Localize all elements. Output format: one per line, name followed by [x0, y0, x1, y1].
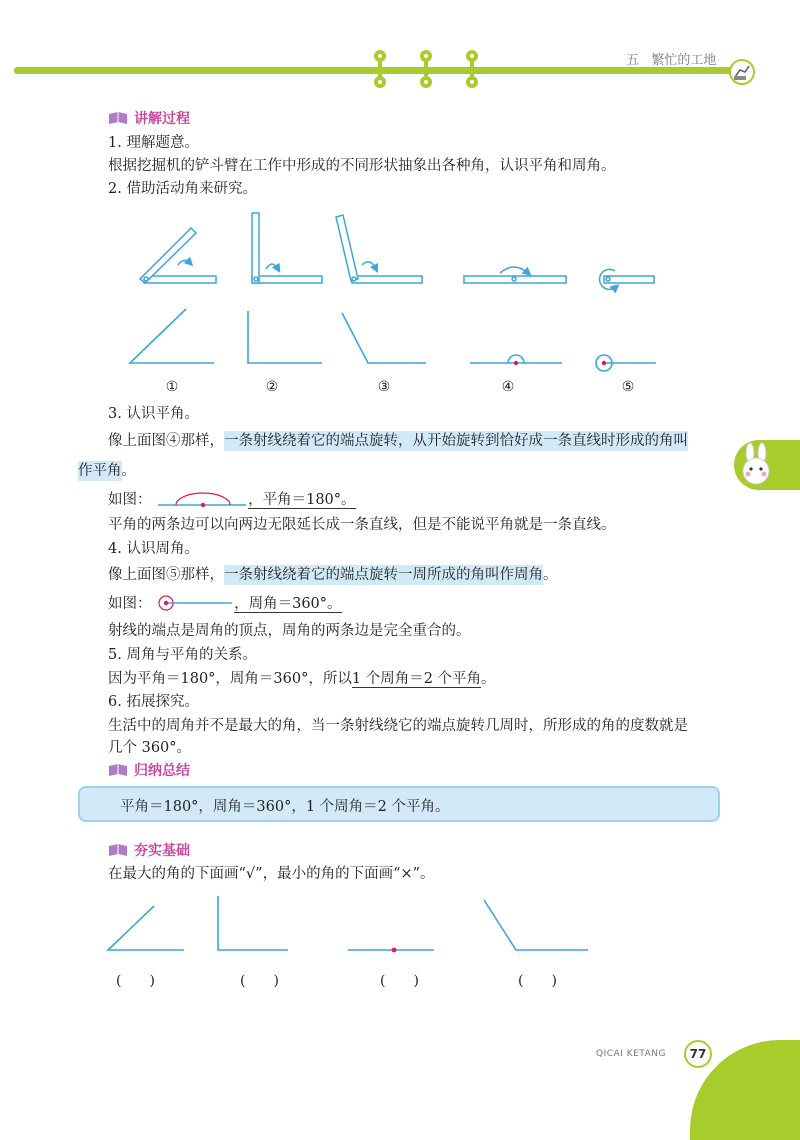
- straight-angle-note: 平角的两条边可以向两边无限延长成一条直线，但是不能说平角就是一条直线。: [108, 517, 616, 533]
- angle-acute-figure: [130, 309, 214, 363]
- round-angle-example: 如图： ，周角＝360°。: [108, 593, 342, 614]
- straight-angle-mini-icon: [156, 490, 248, 508]
- answer-blank-1[interactable]: ( ): [116, 973, 155, 989]
- exercise-angle-obtuse: [484, 900, 588, 950]
- round-angle-definition: 一条射线绕着它的端点旋转一周所成的角叫作周角: [224, 567, 543, 583]
- activity-angles-figure: [100, 205, 660, 400]
- book-icon: [108, 763, 128, 777]
- section-title-explain: 讲解过程: [108, 107, 190, 129]
- figure-label-2: ②: [265, 379, 279, 395]
- summary-text: 平角＝180°，周角＝360°，1 个周角＝2 个平角。: [120, 799, 450, 815]
- step-1-title: 1. 理解题意。: [108, 135, 199, 151]
- angle-obtuse-figure: [342, 313, 426, 363]
- exercise-instruction: 在最大的角的下面画“√”，最小的角的下面画“×”。: [108, 866, 435, 882]
- round-angle-note: 射线的端点是周角的顶点，周角的两条边是完全重合的。: [108, 623, 471, 639]
- step-6-body-line2: 几个 360°。: [108, 740, 192, 756]
- step-4-definition: 像上面图⑤那样，一条射线绕着它的端点旋转一周所成的角叫作周角。: [108, 567, 558, 583]
- section-title-basics: 夯实基础: [108, 839, 190, 861]
- exercise-angle-acute: [108, 906, 184, 950]
- activity-angle-4: [464, 267, 566, 283]
- straight-angle-example: 如图： ，平角＝180°。: [108, 492, 356, 508]
- angle-relation: 1 个周角＝2 个平角: [351, 671, 482, 687]
- bunny-icon: [738, 441, 774, 489]
- answer-blank-3[interactable]: ( ): [380, 973, 419, 989]
- step-1-body: 根据挖掘机的铲斗臂在工作中形成的不同形状抽象出各种角，认识平角和周角。: [108, 158, 616, 174]
- figure-label-1: ①: [165, 379, 179, 395]
- page-number: 77: [689, 1047, 707, 1061]
- angle-right-figure: [248, 311, 322, 363]
- chapter-title: 繁忙的工地: [651, 53, 717, 68]
- chapter-heading: [626, 49, 716, 68]
- activity-angle-3: [336, 215, 422, 283]
- book-icon: [108, 111, 128, 125]
- step-6-title: 6. 拓展探究。: [108, 694, 199, 710]
- round-angle-mini-icon: [156, 593, 234, 613]
- page-number-badge: [684, 1040, 712, 1068]
- figure-label-4: ④: [501, 379, 515, 395]
- step-5-title: 5. 周角与平角的关系。: [108, 647, 257, 663]
- answer-blank-4[interactable]: ( ): [518, 973, 557, 989]
- chapter-number: 五: [626, 53, 640, 68]
- step-3-definition-line1: 像上面图④那样，一条射线绕着它的端点旋转，从开始旋转到恰好成一条直线时形成的角叫: [108, 433, 688, 449]
- activity-angle-1: [140, 228, 216, 283]
- excavator-badge-icon: [728, 58, 756, 86]
- answer-blank-2[interactable]: ( ): [240, 973, 279, 989]
- step-6-body-line1: 生活中的周角并不是最大的角，当一条射线绕它的端点旋转几周时，所形成的角的度数就是: [108, 718, 688, 734]
- exercise-angles-figure: [100, 890, 600, 960]
- footer-brand: QICAI KETANG: [596, 1049, 666, 1059]
- activity-angle-2: [252, 213, 322, 283]
- step-3-definition-line2: 作平角。: [78, 463, 136, 479]
- section-title-summary: 归纳总结: [108, 759, 190, 781]
- straight-angle-definition: 一条射线绕着它的端点旋转，从开始旋转到恰好成一条直线时形成的角叫: [224, 433, 688, 449]
- figure-label-3: ③: [377, 379, 391, 395]
- step-2-title: 2. 借助活动角来研究。: [108, 181, 257, 197]
- step-5-relation: 因为平角＝180°，周角＝360°，所以1 个周角＝2 个平角。: [108, 671, 496, 687]
- book-icon: [108, 843, 128, 857]
- activity-angle-5: [600, 269, 654, 289]
- exercise-angle-right: [218, 896, 288, 950]
- figure-label-5: ⑤: [621, 379, 635, 395]
- header-pins-icon: [370, 50, 485, 90]
- step-4-title: 4. 认识周角。: [108, 541, 199, 557]
- summary-box: [78, 786, 720, 822]
- step-3-title: 3. 认识平角。: [108, 406, 199, 422]
